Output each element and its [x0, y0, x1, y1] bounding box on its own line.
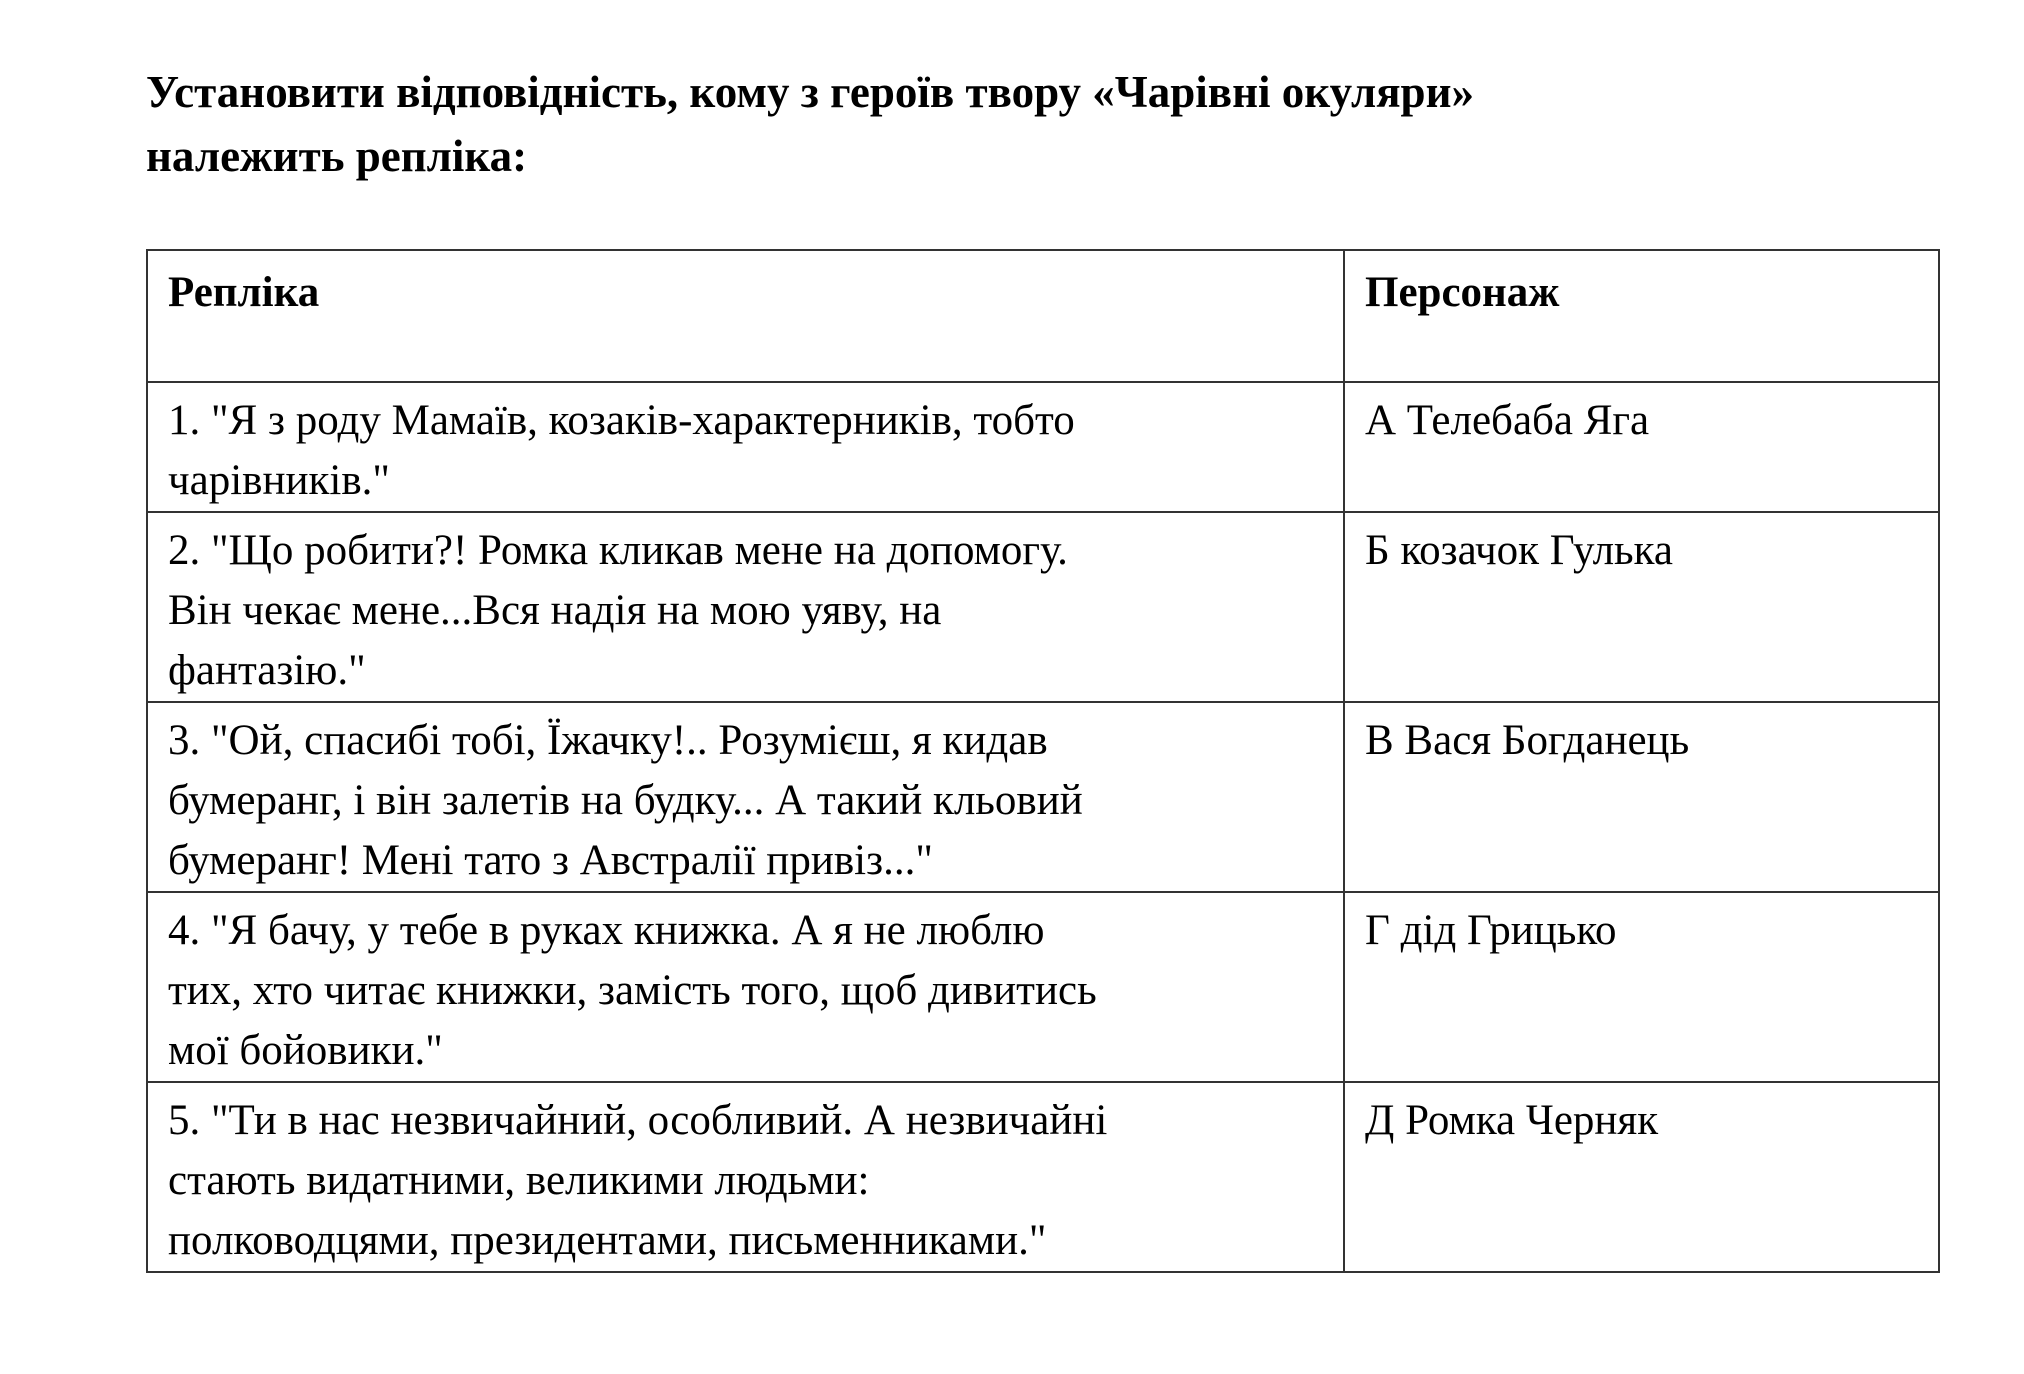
character-cell: А Телебаба Яга: [1344, 382, 1939, 512]
question-title-line-2: належить репліка:: [146, 131, 528, 181]
quote-line: 4. "Я бачу, у тебе в руках книжка. А я не люблю: [168, 907, 1045, 954]
header-character: Персонаж: [1344, 250, 1939, 382]
table-row: [147, 1082, 1939, 1272]
character-cell: Г дід Грицько: [1344, 892, 1939, 1082]
table-row: [147, 382, 1939, 512]
table-row: [147, 512, 1939, 702]
quote-line: фантазію.": [168, 647, 366, 694]
quote-line: тих, хто читає книжки, замість того, щоб дивитись: [168, 967, 1097, 1014]
quote-cell: [147, 702, 1344, 892]
quote-cell: [147, 1082, 1344, 1272]
table-row: [147, 702, 1939, 892]
matching-table: [146, 249, 1940, 1273]
question-title: [146, 60, 1474, 188]
quote-line: Він чекає мене...Вся надія на мою уяву, на: [168, 587, 942, 634]
character-cell: Б козачок Гулька: [1344, 512, 1939, 702]
quote-cell: [147, 512, 1344, 702]
quote-line: 2. "Що робити?! Ромка кликав мене на допомогу.: [168, 527, 1068, 574]
table-header-row: [147, 250, 1939, 382]
quote-line: стають видатними, великими людьми:: [168, 1157, 870, 1204]
quote-line: 5. "Ти в нас незвичайний, особливий. А незвичайні: [168, 1097, 1108, 1144]
question-title-line-1: Установити відповідність, кому з героїв твору «Чарівні окуляри»: [146, 67, 1475, 117]
quote-line: бумеранг, і він залетів на будку... А такий кльовий: [168, 777, 1083, 824]
quote-line: полководцями, президентами, письменниками.": [168, 1217, 1047, 1264]
character-cell: Д Ромка Черняк: [1344, 1082, 1939, 1272]
quote-cell: [147, 892, 1344, 1082]
table-row: [147, 892, 1939, 1082]
quote-line: чарівників.": [168, 457, 390, 504]
quote-line: 1. "Я з роду Мамаїв, козаків-характерників, тобто: [168, 397, 1075, 444]
quote-line: мої бойовики.": [168, 1027, 443, 1074]
quote-line: 3. "Ой, спасибі тобі, Їжачку!.. Розумієш, я кидав: [168, 717, 1048, 764]
quote-cell: [147, 382, 1344, 512]
header-quote: Репліка: [147, 250, 1344, 382]
quote-line: бумеранг! Мені тато з Австралії привіз...": [168, 837, 933, 884]
character-cell: В Вася Богданець: [1344, 702, 1939, 892]
